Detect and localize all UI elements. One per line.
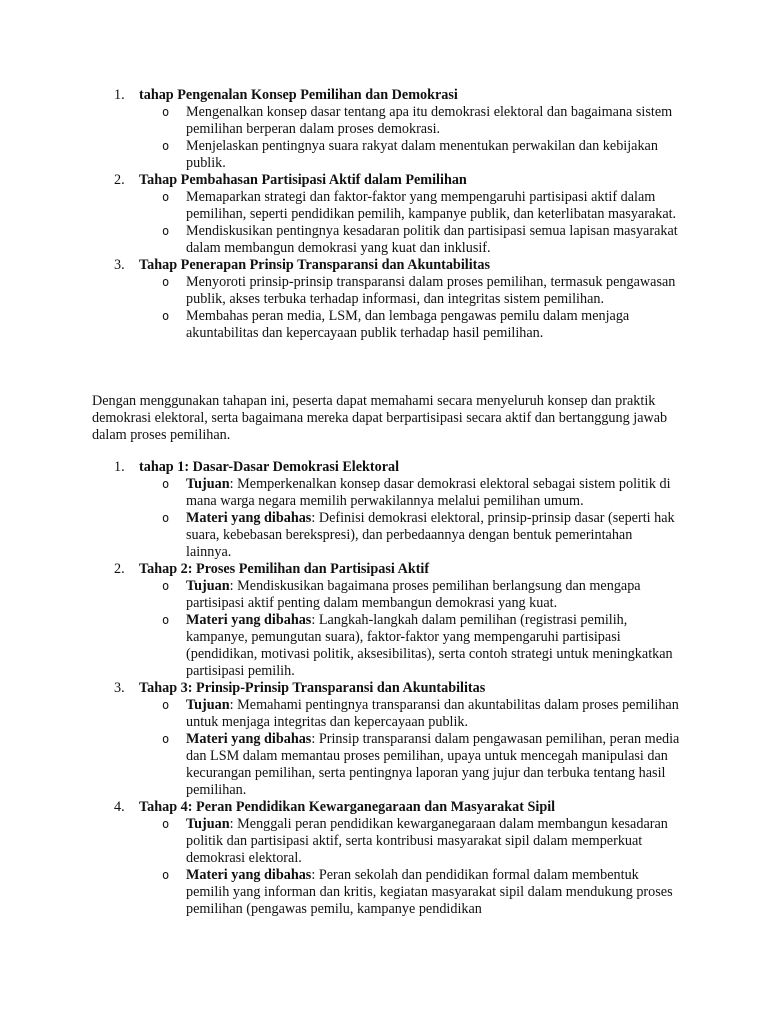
- bullet-circle-icon: o: [162, 477, 170, 491]
- tujuan-text: Mendiskusikan bagaimana proses pemilihan berlangsung dan mengapa partisipasi aktif penting dalam membangun demokrasi yang kuat.: [186, 578, 641, 611]
- tujuan-item: o Tujuan: Menggali peran pendidikan kewarganegaraan dalam membangun kesadaran politik dan partisipasi aktif, serta kontribusi masyarakat sipil dalam memperkuat demokrasi elektoral.: [162, 816, 668, 866]
- materi-text: Langkah-langkah dalam pemilihan (registrasi pemilih, kampanye, pemungutan suara), faktor-faktor yang mempengaruhi partisipasi (pendidikan, motivasi politik, aksesibilitas), serta contoh strategi untuk meningkatkan partisipasi pemilih.: [186, 612, 673, 679]
- sub-text: Menjelaskan pentingnya suara rakyat dalam menentukan perwakilan dan kebijakan publik.: [186, 138, 658, 171]
- materi-label: Materi yang dibahas: [186, 731, 312, 747]
- stage-item: [0, 257, 768, 342]
- stage-item: [0, 680, 768, 799]
- tujuan-label: Tujuan: [186, 697, 230, 713]
- tujuan-text: Memahami pentingnya transparansi dan akuntabilitas dalam proses pemilihan untuk menjaga integritas dan kepercayaan publik.: [186, 697, 679, 730]
- bullet-circle-icon: o: [162, 732, 170, 746]
- stage-item: [0, 561, 768, 680]
- bullet-circle-icon: o: [162, 698, 170, 712]
- materi-text: Prinsip transparansi dalam pengawasan pemilihan, peran media dan LSM dalam memantau proses pemilihan, upaya untuk mencegah manipulasi dan kecurangan pemilihan, serta pentingnya laporan yang jujur dan terbuka tentang hasil pemilihan.: [186, 731, 680, 798]
- sub-item: [139, 138, 768, 172]
- tujuan-label: Tujuan: [186, 578, 230, 594]
- stage-title: tahap 1: Dasar-Dasar Demokrasi Elektoral: [139, 459, 400, 475]
- stage-title: Tahap Penerapan Prinsip Transparansi dan Akuntabilitas: [139, 257, 490, 273]
- materi-text: Definisi demokrasi elektoral, prinsip-prinsip dasar (seperti hak suara, kebebasan berekspresi), dan perbedaannya dengan bentuk pemerintahan lainnya.: [186, 510, 675, 560]
- sub-text: Menyoroti prinsip-prinsip transparansi dalam proses pemilihan, termasuk pengawasan publik, akses terbuka terhadap informasi, dan integritas sistem pemilihan.: [186, 274, 676, 307]
- sub-item: [139, 223, 768, 257]
- bullet-circle-icon: o: [162, 105, 170, 119]
- bullet-circle-icon: o: [162, 275, 170, 289]
- materi-text: Peran sekolah dan pendidikan formal dalam membentuk pemilih yang informan dan kritis, kegiatan masyarakat sipil dalam mendukung proses pemilihan (pengawas pemilu, kampanye pendidikan: [186, 867, 673, 917]
- bullet-circle-icon: o: [162, 309, 170, 323]
- list-number: 3.: [114, 257, 125, 273]
- sub-text: Membahas peran media, LSM, dan lembaga pengawas pemilu dalam menjaga akuntabilitas dan kepercayaan publik terhadap hasil pemilihan.: [186, 308, 630, 341]
- stage-title: Tahap 4: Peran Pendidikan Kewarganegaraan dan Masyarakat Sipil: [139, 799, 556, 815]
- stage-item: [0, 799, 768, 918]
- sub-text: Mengenalkan konsep dasar tentang apa itu demokrasi elektoral dan bagaimana sistem pemilihan berperan dalam proses demokrasi.: [186, 104, 673, 137]
- bullet-circle-icon: o: [162, 579, 170, 593]
- sub-item: [139, 104, 768, 138]
- stages-detail-list: [0, 459, 768, 918]
- stage-title: Tahap 3: Prinsip-Prinsip Transparansi dan Akuntabilitas: [139, 680, 486, 696]
- tujuan-item: o Tujuan: Memperkenalkan konsep dasar demokrasi elektoral sebagai sistem politik di mana warga negara memilih perwakilannya melalui pemilihan umum.: [162, 476, 671, 509]
- materi-label: Materi yang dibahas: [186, 510, 312, 526]
- list-number: 3.: [114, 680, 125, 696]
- sub-item: [139, 189, 768, 223]
- list-number: 4.: [114, 799, 125, 815]
- list-number: 1.: [114, 87, 125, 103]
- sub-item: [139, 308, 768, 342]
- tujuan-text: Memperkenalkan konsep dasar demokrasi elektoral sebagai sistem politik di mana warga negara memilih perwakilannya melalui pemilihan umum.: [186, 476, 671, 509]
- bullet-circle-icon: o: [162, 613, 170, 627]
- materi-item: o Materi yang dibahas: Peran sekolah dan pendidikan formal dalam membentuk pemilih yang informan dan kritis, kegiatan masyarakat sipil dalam mendukung proses pemilihan (pengawas pemilu, kampanye pendidikan: [162, 867, 673, 917]
- stage-item: [0, 87, 768, 172]
- stage-title: tahap Pengenalan Konsep Pemilihan dan Demokrasi: [139, 87, 458, 103]
- materi-item: o Materi yang dibahas: Definisi demokrasi elektoral, prinsip-prinsip dasar (seperti hak suara, kebebasan berekspresi), dan perbedaannya dengan bentuk pemerintahan lainnya.: [162, 510, 675, 560]
- tujuan-text: Menggali peran pendidikan kewarganegaraan dalam membangun kesadaran politik dan partisipasi aktif, serta kontribusi masyarakat sipil dalam memperkuat demokrasi elektoral.: [186, 816, 668, 866]
- list-number: 1.: [114, 459, 125, 475]
- bullet-circle-icon: o: [162, 139, 170, 153]
- tujuan-label: Tujuan: [186, 816, 230, 832]
- list-number: 2.: [114, 561, 125, 577]
- materi-label: Materi yang dibahas: [186, 867, 312, 883]
- stage-title: Tahap Pembahasan Partisipasi Aktif dalam Pemilihan: [139, 172, 467, 188]
- sub-text: Memaparkan strategi dan faktor-faktor yang mempengaruhi partisipasi aktif dalam pemilihan, seperti pendidikan pemilih, kampanye publik, dan keterlibatan masyarakat.: [186, 189, 677, 222]
- bullet-circle-icon: o: [162, 190, 170, 204]
- list-number: 2.: [114, 172, 125, 188]
- bullet-circle-icon: o: [162, 224, 170, 238]
- stage-title: Tahap 2: Proses Pemilihan dan Partisipasi Aktif: [139, 561, 430, 577]
- sub-text: Mendiskusikan pentingnya kesadaran politik dan partisipasi semua lapisan masyarakat dalam membangun demokrasi yang kuat dan inklusif.: [186, 223, 678, 256]
- materi-item: o Materi yang dibahas: Prinsip transparansi dalam pengawasan pemilihan, peran media dan LSM dalam memantau proses pemilihan, upaya untuk mencegah manipulasi dan kecurangan pemilihan, serta pentingnya laporan yang jujur dan terbuka tentang hasil pemilihan.: [162, 731, 680, 798]
- stages-overview-list: [0, 87, 768, 342]
- materi-label: Materi yang dibahas: [186, 612, 312, 628]
- stage-item: [0, 459, 768, 561]
- materi-item: o Materi yang dibahas: Langkah-langkah dalam pemilihan (registrasi pemilih, kampanye, pemungutan suara), faktor-faktor yang mempengaruhi partisipasi (pendidikan, motivasi politik, aksesibilitas), serta contoh strategi untuk meningkatkan partisipasi pemilih.: [162, 612, 673, 679]
- bullet-circle-icon: o: [162, 817, 170, 831]
- tujuan-label: Tujuan: [186, 476, 230, 492]
- bullet-circle-icon: o: [162, 868, 170, 882]
- sub-item: [139, 274, 768, 308]
- tujuan-item: o Tujuan: Mendiskusikan bagaimana proses pemilihan berlangsung dan mengapa partisipasi aktif penting dalam membangun demokrasi yang kuat.: [162, 578, 641, 611]
- bullet-circle-icon: o: [162, 511, 170, 525]
- stage-item: [0, 172, 768, 257]
- summary-paragraph-block: [0, 393, 768, 444]
- summary-paragraph: Dengan menggunakan tahapan ini, peserta dapat memahami secara menyeluruh konsep dan praktik demokrasi elektoral, serta bagaimana mereka dapat berpartisipasi secara aktif dan bertanggung jawab dalam proses pemilihan.: [92, 393, 668, 443]
- tujuan-item: o Tujuan: Memahami pentingnya transparansi dan akuntabilitas dalam proses pemilihan untuk menjaga integritas dan kepercayaan publik.: [162, 697, 679, 730]
